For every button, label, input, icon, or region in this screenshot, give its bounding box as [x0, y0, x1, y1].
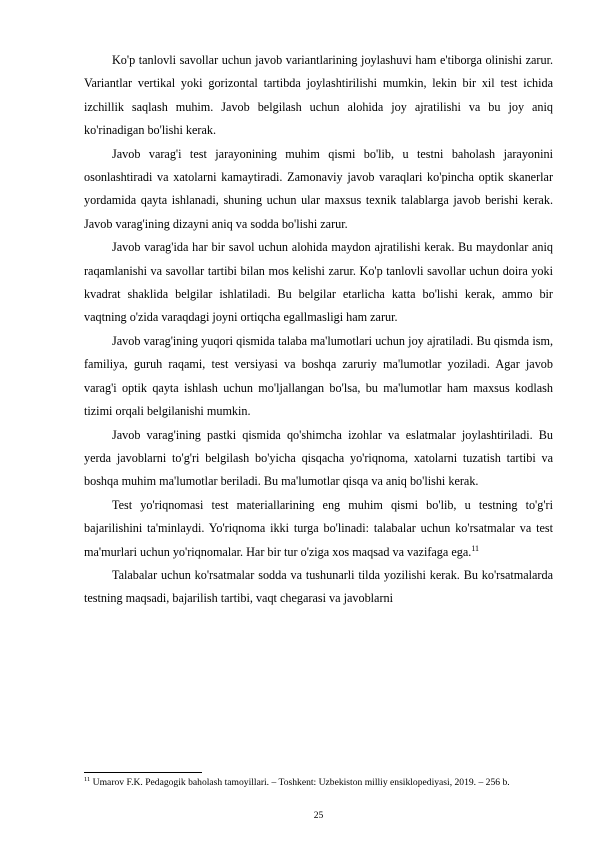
paragraph-student-guidelines: Talabalar uchun ko'rsatmalar sodda va tushunarli tilda yozilishi kerak. Bu ko'rsatmalarda testning maqsadi, bajarilish tartibi, vaqt chegarasi va javoblarni	[84, 567, 553, 606]
paragraph-answer-sheet: Javob varag'i test jarayonining muhim qismi bo'lib, u testni baholash jarayonini osonlashtiradi va xatolarni kamaytiradi. Zamonaviy javob varaqlari ko'pincha optik skanerlar yordamida qayta ishlanadi, shuning uchun ular maxsus texnik talablarga javob berishi kerak. Javob varag'ining dizayni aniq va sodda bo'lishi zarur.	[84, 146, 553, 231]
footnote	[84, 775, 553, 791]
paragraph-bottom-notes: Javob varag'ining pastki qismida qo'shimcha izohlar va eslatmalar joylashtiriladi. Bu yerda javoblarni to'g'ri belgilash bo'yicha qisqacha yo'riqnoma, xatolarni tuzatish tartibi va boshqa muhim ma'lumotlar beriladi. Bu ma'lumotlar qisqa va aniq bo'lishi kerak.	[84, 427, 553, 489]
paragraph-test-instructions-text: Test yo'riqnomasi test materiallarining eng muhim qismi bo'lib, u testning to'g'ri bajarilishini ta'minlaydi. Yo'riqnoma ikki turga bo'linadi: talabalar uchun ko'rsatmalar va test ma'murlari uchun yo'riqnomalar. Har bir tur o'ziga xos maqsad va vazifaga ega.	[84, 497, 553, 559]
body-text	[84, 49, 553, 611]
paragraph-answer-options-layout: Ko'p tanlovli savollar uchun javob variantlarining joylashuvi ham e'tiborga olinishi zarur. Variantlar vertikal yoki gorizontal tartibda joylashtirilishi mumkin, lekin bir xil test ichida izchillik saqlash muhim. Javob belgilash uchun alohida joy ajratilishi va bu joy aniq ko'rinadigan bo'lishi kerak.	[84, 53, 553, 138]
paragraph-test-instructions	[84, 494, 553, 564]
paragraph-student-info: Javob varag'ining yuqori qismida talaba ma'lumotlari uchun joy ajratiladi. Bu qismda ism, familiya, guruh raqami, test versiyasi va boshqa zaruriy ma'lumotlar yoziladi. Agar javob varag'i optik qayta ishlash uchun mo'ljallangan bo'lsa, bu ma'lumotlar ham maxsus kodlash tizimi orqali belgilanishi mumkin.	[84, 333, 553, 419]
page-number: 25	[313, 810, 324, 821]
footnote-mark: 11	[84, 775, 91, 783]
paragraph-answer-fields: Javob varag'ida har bir savol uchun alohida maydon ajratilishi kerak. Bu maydonlar aniq raqamlanishi va savollar tartibi bilan mos kelishi zarur. Ko'p tanlovli savollar uchun doira yoki kvadrat shaklida belgilar ishlatiladi. Bu belgilar etarlicha katta bo'lishi kerak, ammo bir vaqtning o'zida varaqdagi joyni ortiqcha egallmasligi ham zarur.	[84, 240, 553, 325]
footnote-reference: 11	[471, 543, 480, 553]
footnote-separator	[84, 772, 202, 773]
footnote-text: Umarov F.K. Pedagogik baholash tamoyillari. – Toshkent: Uzbekiston milliy ensiklopediyasi, 2019. – 256 b.	[90, 777, 510, 788]
